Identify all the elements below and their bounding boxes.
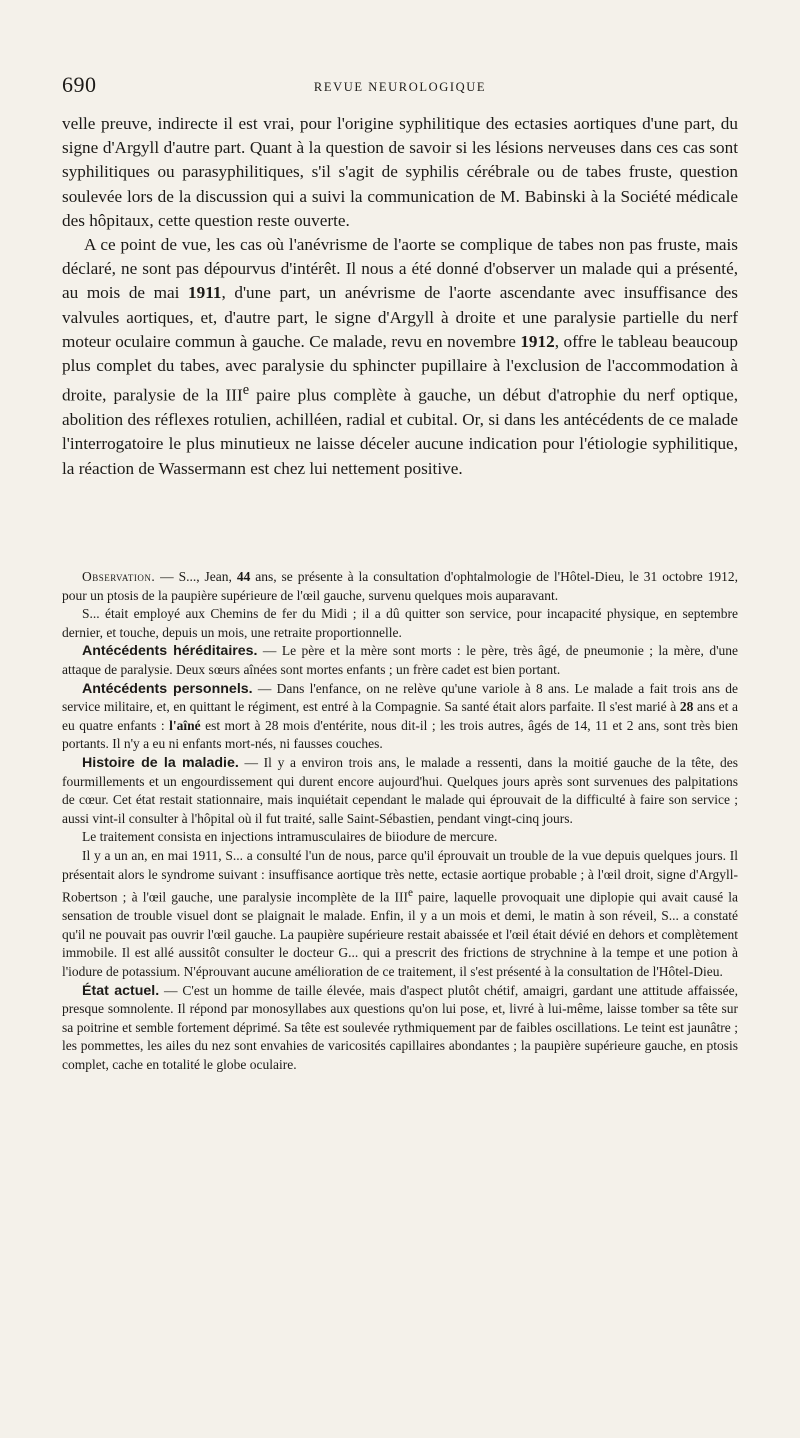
superscript-e: e bbox=[242, 382, 250, 399]
current-state-paragraph bbox=[62, 982, 738, 1075]
personal-text-b: ans et a eu quatre enfants : bbox=[62, 699, 739, 733]
running-title: REVUE NEUROLOGIQUE bbox=[313, 80, 487, 94]
superscript-e-2: e bbox=[408, 887, 414, 900]
observation-label: Observation. bbox=[82, 569, 156, 584]
paragraph-continuation bbox=[62, 112, 738, 233]
current-state-text: — C'est un homme de taille élevée, mais d'aspect plutôt chétif, amaigri, gardant une attitude affaissée, presque somnolente. Il répond par monosyllabes aux questions qu'on lui pose, et, livré à lui-même, laisse tomber sa tête sur sa poitrine et semble fortement déprimé. Sa tête est soulevée rythmiquement par de faibles oscillations. Le teint est jaunâtre ; les pommettes, les ailes du nez sont envahies de varicosités capillaires abondantes ; la paupière supérieure gauche, en ptosis complet, cache en totalité le globe oculaire. bbox=[62, 982, 738, 1072]
observation-section bbox=[62, 568, 738, 1075]
treatment-paragraph bbox=[62, 828, 738, 847]
year-1912: 1912 bbox=[520, 331, 555, 351]
paragraph-2-text-d: paire plus complète à gauche, un début d'atrophie du nerf optique, abolition des réflexes rotulien, achilléen, radial et cubital. Or, si dans les antécédents de ce malade l'interrogatoire le plus minutieux ne laisse déceler aucune indication pour l'étiologie syphilitique, la réaction de Wassermann est chez lui nettement positive. bbox=[62, 385, 738, 478]
year-ago-paragraph bbox=[62, 847, 738, 982]
illness-heading: Histoire de la maladie. bbox=[82, 754, 239, 771]
illness-text: — Il y a environ trois ans, le malade a ressenti, dans la moitié gauche de la tête, des fourmillements et un engourdissement qui durent encore aujourd'hui. Quelques jours après sont survenues des palpitations de cœur. Cet état restait stationnaire, mais inquiétait cependant le malade qui éprouvait de la difficulté à faire son service ; aussi vint-il consulter à l'hôpital où il fut traité, salle Saint-Sébastien, pendant vingt-cinq jours. bbox=[62, 754, 738, 826]
year-ago-text-a: Il y a un an, en mai 1911, S... a consulté l'un de nous, parce qu'il éprouvait un trouble de la vue depuis quelques jours. Il présentait alors le syndrome suivant : insuffisance aortique très nette, ectasie aortique probable ; à l'œil droit, signe d'Argyll-Robertson ; à l'œil gauche, une paralysie incomplète de la III bbox=[62, 847, 738, 905]
personal-paragraph bbox=[62, 680, 738, 754]
year-1911: 1911 bbox=[188, 283, 222, 303]
illness-paragraph bbox=[62, 754, 738, 828]
observation-text-b: ans, se présente à la consultation d'ophtalmologie de l'Hôtel-Dieu, le 31 octobre 1912, pour un ptosis de la paupière supérieure de l'œil gauche, survenu quelques mois auparavant. bbox=[62, 569, 738, 603]
employment-paragraph bbox=[62, 605, 738, 642]
personal-text-a: — Dans l'enfance, on ne relève qu'une variole à 8 ans. Le malade a fait trois ans de service militaire, et, en quittant le régiment, est entré à la Compagnie. Sa santé était alors parfaite. Il s'est marié à bbox=[62, 680, 738, 715]
observation-intro bbox=[62, 568, 738, 605]
paragraph-1-text: velle preuve, indirecte il est vrai, pour l'origine syphilitique des ectasies aortiques d'une part, du signe d'Argyll d'autre part. Quant à la question de savoir si les lésions nerveuses dans ces cas sont syphilitiques ou parasyphilitiques, s'il s'agit de syphilis cérébrale ou de tabes fruste, question soulevée lors de la discussion qui a suivi la communication de M. Babinski à la Société médicale des hôpitaux, cette question reste ouverte. bbox=[62, 114, 738, 230]
hereditary-text: — Le père et la mère sont morts : le père, très âgé, de pneumonie ; la mère, d'une attaque de paralysie. Deux sœurs aînées sont mortes enfants ; un frère cadet est bien portant. bbox=[62, 643, 739, 677]
hereditary-heading: Antécédents héréditaires. bbox=[82, 643, 258, 660]
patient-age: 44 bbox=[236, 569, 251, 584]
paragraph-2-text-b: , d'une part, un anévrisme de l'aorte ascendante avec insuffisance des valvules aortiques, et, d'autre part, le signe d'Argyll à droite et une paralysie partielle du nerf moteur oculaire commun à gauche. Ce malade, revu en novembre bbox=[62, 283, 738, 351]
eldest-child: l'aîné bbox=[169, 717, 201, 733]
observation-text-a: — S..., Jean, bbox=[155, 569, 237, 584]
paragraph-2-text-a: A ce point de vue, les cas où l'anévrisme de l'aorte se complique de tabes non pas fruste, mais déclaré, ne sont pas dépourvus d'intérêt. Il nous a été donné d'observer un malade qui a présenté, au mois de mai bbox=[62, 235, 738, 303]
personal-heading: Antécédents personnels. bbox=[82, 680, 253, 697]
age-married: 28 bbox=[679, 699, 694, 715]
employment-text: S... était employé aux Chemins de fer du Midi ; il a dû quitter son service, pour incapacité physique, en septembre dernier, et touche, depuis un mois, une retraite proportionnelle. bbox=[62, 606, 738, 640]
hereditary-paragraph bbox=[62, 642, 738, 679]
current-state-heading: État actuel. bbox=[82, 982, 160, 999]
year-ago-text-b: paire, laquelle provoquait une diplopie qui avait causé la sensation de trouble visuel dont se plaignait le malade. Enfin, il y a un mois et demi, le matin à son réveil, S... a constaté qu'il ne pouvait pas ouvrir l'œil gauche. La paupière supérieure restait abaissée et l'œil était dévié en dehors et complètement immobile. Il est allé aussitôt consulter le docteur G... qui a prescrit des frictions de strychnine à la tempe et une potion à l'iodure de potassium. N'éprouvant aucune amélioration de ce traitement, il s'est présenté à la consultation de l'Hôtel-Dieu. bbox=[62, 889, 738, 979]
personal-text-c: est mort à 28 mois d'entérite, nous dit-il ; les trois autres, âgés de 14, 11 et 2 ans, sont très bien portants. Il n'y a eu ni enfants mort-nés, ni fausses couches. bbox=[62, 717, 738, 752]
treatment-text: Le traitement consista en injections intramusculaires de biiodure de mercure. bbox=[82, 829, 498, 845]
paragraph-2-text-c: , offre le tableau beaucoup plus complet du tabes, avec paralysie du sphincter pupillaire à l'exclusion de l'accommodation à droite, paralysie de la III bbox=[62, 331, 738, 405]
page-number: 690 bbox=[62, 72, 97, 97]
main-text bbox=[62, 112, 738, 481]
paragraph-case-intro bbox=[62, 233, 738, 481]
page-header bbox=[62, 72, 738, 102]
